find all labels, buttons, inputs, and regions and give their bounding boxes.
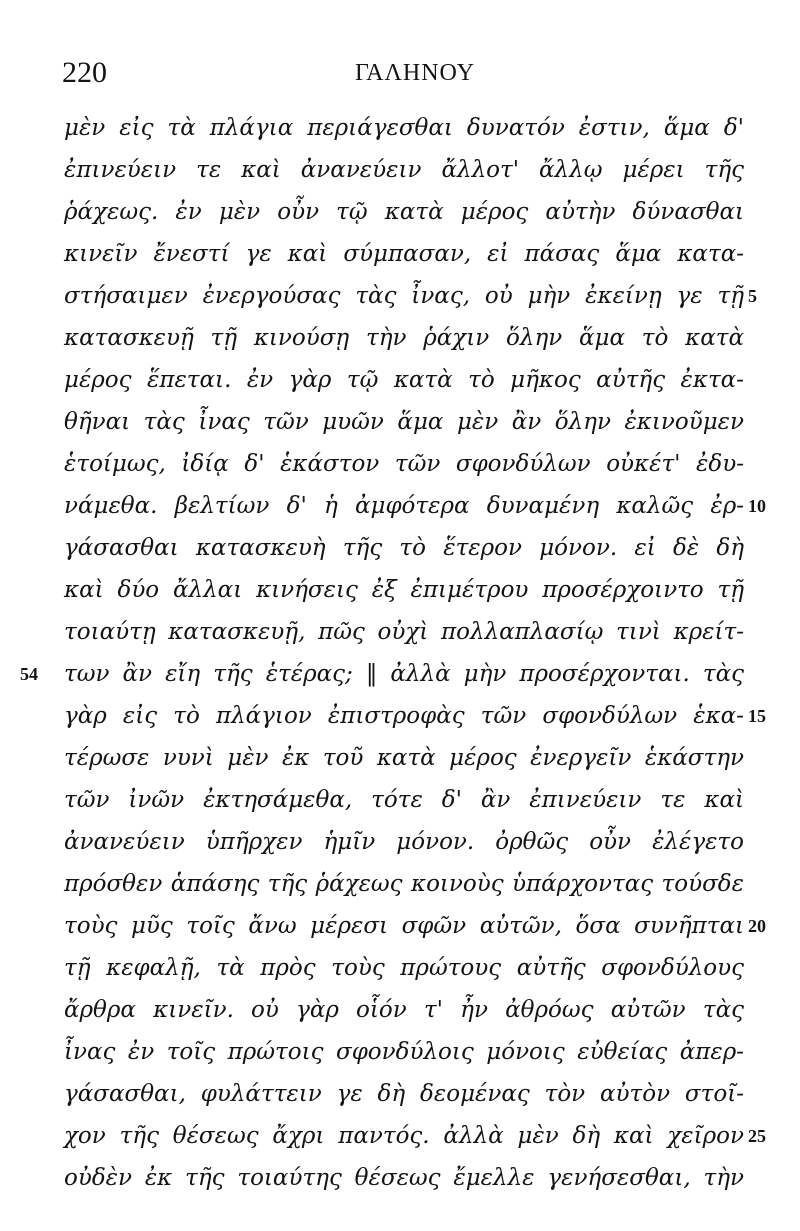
running-head: ΓΑΛΗΝΟΥ xyxy=(355,60,476,86)
page-header xyxy=(0,50,800,100)
line-number-25: 25 xyxy=(748,1126,766,1146)
text-line: ἄρθρα κινεῖν. οὐ γὰρ οἷόν τ' ἦν ἀθρόως αὐτῶν τὰς xyxy=(64,997,744,1023)
text-line: χον τῆς θέσεως ἄχρι παντός. ἀλλὰ μὲν δὴ καὶ χεῖρον xyxy=(64,1123,744,1149)
edition-page-marker: 54 xyxy=(20,664,38,684)
text-line: τῶν ἰνῶν ἐκτησάμεθα, τότε δ' ἂν ἐπινεύειν τε καὶ xyxy=(64,787,744,813)
text-line: γὰρ εἰς τὸ πλάγιον ἐπιστροφὰς τῶν σφονδύλων ἑκα- xyxy=(64,703,744,729)
line-number-20: 20 xyxy=(748,916,766,936)
text-line: ἑτοίμως, ἰδίᾳ δ' ἑκάστον τῶν σφονδύλων οὐκέτ' ἐδυ- xyxy=(64,451,744,477)
text-line: ἀνανεύειν ὑπῆρχεν ἡμῖν μόνον. ὀρθῶς οὖν ἐλέγετο xyxy=(64,829,744,855)
text-line: ἐπινεύειν τε καὶ ἀνανεύειν ἄλλοτ' ἄλλῳ μέρει τῆς xyxy=(64,157,744,183)
text-line: τοιαύτῃ κατασκευῇ, πῶς οὐχὶ πολλαπλασίῳ τινὶ κρείτ- xyxy=(64,619,744,645)
text-line: των ἂν εἴη τῆς ἑτέρας; ‖ ἀλλὰ μὴν προσέρχονται. τὰς xyxy=(64,661,744,687)
text-line: κινεῖν ἔνεστί γε καὶ σύμπασαν, εἰ πάσας ἅμα κατα- xyxy=(64,241,744,267)
page-number: 220 xyxy=(62,56,107,89)
line-number-15: 15 xyxy=(748,706,766,726)
text-line: νάμεθα. βελτίων δ' ἡ ἀμφότερα δυναμένη καλῶς ἐρ- xyxy=(64,493,744,519)
text-line: ῥάχεως. ἐν μὲν οὖν τῷ κατὰ μέρος αὐτὴν δύνασθαι xyxy=(64,199,744,225)
text-line: καὶ δύο ἄλλαι κινήσεις ἐξ ἐπιμέτρου προσέρχοιντο τῇ xyxy=(64,577,744,603)
text-line: γάσασθαι κατασκευὴ τῆς τὸ ἕτερον μόνον. εἰ δὲ δὴ xyxy=(64,535,744,561)
text-line: μέρος ἕπεται. ἐν γὰρ τῷ κατὰ τὸ μῆκος αὐτῆς ἐκτα- xyxy=(64,367,744,393)
text-line: γάσασθαι, φυλάττειν γε δὴ δεομένας τὸν αὐτὸν στοῖ- xyxy=(64,1081,744,1107)
text-line: ἶνας ἐν τοῖς πρώτοις σφονδύλοις μόνοις εὐθείας ἀπερ- xyxy=(64,1039,744,1065)
text-line: μὲν εἰς τὰ πλάγια περιάγεσθαι δυνατόν ἐστιν, ἅμα δ' xyxy=(64,115,744,141)
text-line: τῇ κεφαλῇ, τὰ πρὸς τοὺς πρώτους αὐτῆς σφονδύλους xyxy=(64,955,744,981)
text-line: τέρωσε νυνὶ μὲν ἐκ τοῦ κατὰ μέρος ἐνεργεῖν ἑκάστην xyxy=(64,745,744,771)
text-line: στήσαιμεν ἐνεργούσας τὰς ἶνας, οὐ μὴν ἐκείνῃ γε τῇ xyxy=(64,283,744,309)
line-number-10: 10 xyxy=(748,496,766,516)
text-line: κατασκευῇ τῇ κινούσῃ τὴν ῥάχιν ὅλην ἅμα τὸ κατὰ xyxy=(64,325,744,351)
text-line: οὐδὲν ἐκ τῆς τοιαύτης θέσεως ἔμελλε γενήσεσθαι, τὴν xyxy=(64,1165,744,1191)
text-line: θῆναι τὰς ἶνας τῶν μυῶν ἅμα μὲν ἂν ὅλην ἐκινοῦμεν xyxy=(64,409,744,435)
text-line: πρόσθεν ἁπάσης τῆς ῥάχεως κοινοὺς ὑπάρχοντας τούσδε xyxy=(64,871,744,897)
text-line: τοὺς μῦς τοῖς ἄνω μέρεσι σφῶν αὐτῶν, ὅσα συνῆπται xyxy=(64,913,744,939)
line-number-5: 5 xyxy=(748,286,757,306)
